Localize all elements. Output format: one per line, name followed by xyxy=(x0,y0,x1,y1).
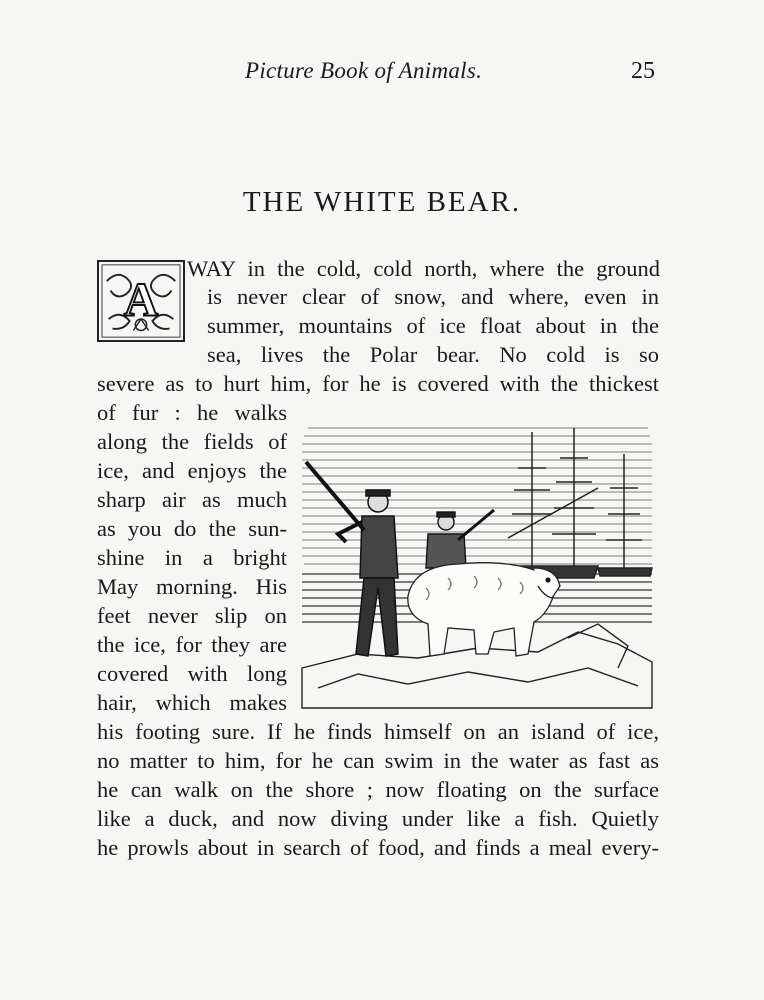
text-line: the ice, for they are xyxy=(97,632,287,657)
polar-bear-illustration xyxy=(298,418,656,710)
running-head: Picture Book of Animals. xyxy=(245,58,483,83)
text-line: like a duck, and now diving under like a fish. Quietly xyxy=(97,806,659,831)
text-line: ice, and enjoys the xyxy=(97,458,287,483)
text-line: is never clear of snow, and where, even in xyxy=(207,284,659,309)
drop-cap-ornament-icon xyxy=(99,262,183,340)
text-line: May morning. His xyxy=(97,574,287,599)
text-line: sea, lives the Polar bear. No cold is so xyxy=(207,342,659,367)
ornamental-drop-cap xyxy=(97,260,185,342)
text-line: covered with long xyxy=(97,661,287,686)
text-line: as you do the sun- xyxy=(97,516,287,541)
text-line: no matter to him, for he can swim in the water as fast as xyxy=(97,748,659,773)
text-line: summer, mountains of ice float about in the xyxy=(207,313,659,338)
text-line: hair, which makes xyxy=(97,690,287,715)
text-line: he prowls about in search of food, and finds a meal every- xyxy=(97,835,659,860)
text-line: shine in a bright xyxy=(97,545,287,570)
text-line: of fur : he walks xyxy=(97,400,287,425)
text-line: sharp air as much xyxy=(97,487,287,512)
text-line: severe as to hurt him, for he is covered with the thickest xyxy=(97,371,659,396)
text-line: his footing sure. If he finds himself on an island of ice, xyxy=(97,719,659,744)
page-number: 25 xyxy=(631,58,655,84)
chapter-title: THE WHITE BEAR. xyxy=(242,186,522,218)
drop-cap-letter: A xyxy=(123,274,159,327)
bear-hunt-engraving-icon xyxy=(298,418,656,710)
text-line: along the fields of xyxy=(97,429,287,454)
text-line: he can walk on the shore ; now floating on the surface xyxy=(97,777,659,802)
text-line: feet never slip on xyxy=(97,603,287,628)
text-line: WAY in the cold, cold north, where the ground xyxy=(187,256,660,281)
